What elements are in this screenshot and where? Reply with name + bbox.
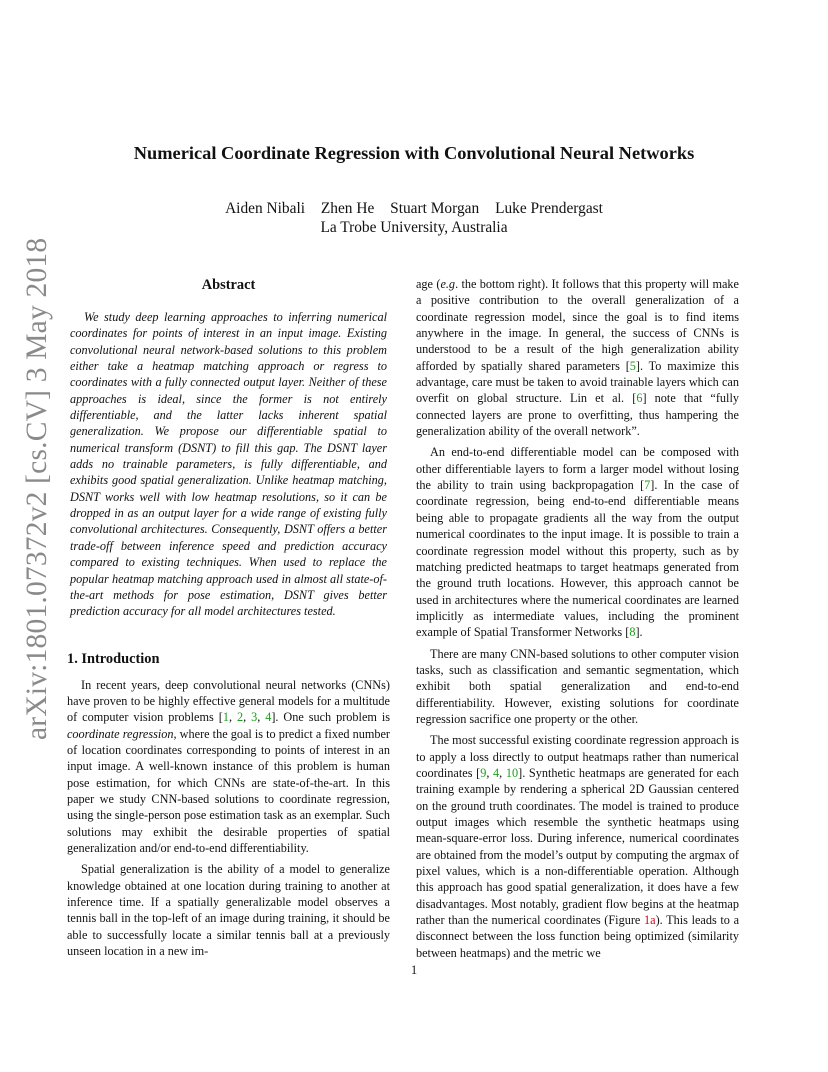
paragraph: There are many CNN-based solutions to other computer vision tasks, such as classification and semantic segmentation, which exhibit both spatial generalization and end-to-end differentiability. However, existing solutions for coordinate regression sacrifice one property or the other. bbox=[416, 646, 739, 726]
author-name: Zhen He bbox=[320, 200, 375, 217]
citation-link[interactable]: 7 bbox=[644, 478, 651, 493]
citation-link[interactable]: 8 bbox=[629, 625, 636, 640]
paragraph: age (e.g. the bottom right). It follows that this property will make a positive contribution to the overall generalization of a coordinate regression model, since the goal is to find items anywhere in the image. In general, the success of CNNs is understood to be a result of the high generalization ability afforded by spatially shared parameters [5]. To maximize this advantage, care must be taken to avoid trainable layers which can overfit on global structure. Lin et al. [6] note that “fully connected layers are prone to overfitting, thus hampering the generalization ability of the overall network”. bbox=[416, 277, 739, 439]
abstract-text: We study deep learning approaches to inferring numerical coordinates for points of interest in an input image. Existing convolutional neural network-based solutions to this problem either take a heatmap matching approach or regress to coordinates with a fully connected output layer. Neither of these approaches is ideal, since the former is not entirely differentiable, and the latter lacks inherent spatial generalization. We propose our differentiable spatial to numerical transform (DSNT) to fill this gap. The DSNT layer adds no trainable parameters, is fully differentiable, and exhibits good spatial generalization. Unlike heatmap matching, DSNT works well with low heatmap resolutions, so it can be dropped in as an output layer for a wide range of existing fully convolutional architectures. Consequently, DSNT offers a better trade-off between inference speed and prediction accuracy compared to existing techniques. When used to replace the popular heatmap matching approach used in almost all state-of-the-art methods for pose estimation, DSNT gives better prediction accuracy for all model architectures tested. bbox=[70, 310, 387, 619]
section-heading: 1. Introduction bbox=[67, 650, 160, 667]
paragraph: An end-to-end differentiable model can be composed with other differentiable layers to form a larger model without losing the ability to train using backpropagation [7]. In the case of coordinate regression, being end-to-end differentiable means being able to propagate gradients all the way from the output numerical coordinates to the input image. It is possible to train a coordinate regression model without this property, such as by matching predicted heatmaps to target heatmaps generated from the ground truth locations. However, this approach cannot be used in architectures where the numerical coordinates are learned implicitly as intermediate values, including the prominent example of Spatial Transformer Networks [8]. bbox=[416, 445, 739, 640]
citation-link[interactable]: 9 bbox=[480, 765, 487, 780]
abstract-heading: Abstract bbox=[201, 277, 256, 293]
paragraph: The most successful existing coordinate regression approach is to apply a loss directly to output heatmaps rather than numerical coordinates [9, 4, 10]. Synthetic heatmaps are generated for each training example by rendering a spherical 2D Gaussian centered on the ground truth coordinates. The model is trained to produce output images which resemble the synthetic heatmaps using mean-square-error loss. During inference, numerical coordinates are obtained from the model’s output by computing the argmax of pixel values, which is a non-differentiable operation. Although this approach has good spatial generalization, it does have a few disadvantages. Most notably, gradient flow begins at the heatmap rather than the numerical coordinates (Figure 1a). This leads to a disconnect between the loss function being optimized (similarity between heatmaps) and the metric we bbox=[416, 733, 740, 960]
citation-link[interactable]: 6 bbox=[636, 391, 643, 406]
citation-link[interactable]: 5 bbox=[629, 358, 636, 373]
author-list bbox=[60, 199, 768, 219]
affiliation: La Trobe University, Australia bbox=[320, 219, 508, 236]
citation-link[interactable]: 2 bbox=[236, 710, 244, 725]
paragraph: In recent years, deep convolutional neural networks (CNNs) have proven to be highly effective general models for a multitude of computer vision problems [1, 2, 3, 4]. One such problem is coordinate regression, where the goal is to predict a fixed number of location coordinates corresponding to points of interest in an input image. A well-known instance of this problem is human pose estimation, for which CNNs are state-of-the-art. In this paper we study CNN-based solutions to coordinate regression, using the single-person pose estimation task as an exemplar. Such solutions may exhibit the desirable properties of spatial generalization and/or end-to-end differentiability. bbox=[67, 677, 391, 855]
page-number: 1 bbox=[410, 963, 418, 977]
citation-link[interactable]: 10 bbox=[505, 765, 519, 780]
emphasis: coordinate regression bbox=[67, 726, 174, 741]
left-column bbox=[67, 276, 390, 959]
author-name: Aiden Nibali bbox=[225, 200, 305, 217]
paper-title: Numerical Coordinate Regression with Convolutional Neural Networks bbox=[133, 143, 695, 163]
arxiv-stamp: arXiv:1801.07372v2 [cs.CV] 3 May 2018 bbox=[21, 237, 53, 740]
author-name: Stuart Morgan bbox=[390, 200, 480, 217]
citation-link[interactable]: 4 bbox=[265, 710, 272, 725]
citation-link[interactable]: 4 bbox=[493, 765, 500, 780]
citation-link[interactable]: 3 bbox=[251, 710, 258, 725]
author-name: Luke Prendergast bbox=[495, 200, 603, 217]
citation-link[interactable]: 1 bbox=[222, 710, 229, 725]
right-column bbox=[416, 276, 739, 961]
paragraph: Spatial generalization is the ability of a model to generalize knowledge obtained at one location during training to another at inference time. If a spatially generalizable model observes a tennis ball in the top-left of an image during training, it should be able to successfully locate a similar tennis ball at a previously unseen location in a new im- bbox=[67, 862, 390, 959]
figure-reference-link[interactable]: 1a bbox=[644, 913, 656, 928]
